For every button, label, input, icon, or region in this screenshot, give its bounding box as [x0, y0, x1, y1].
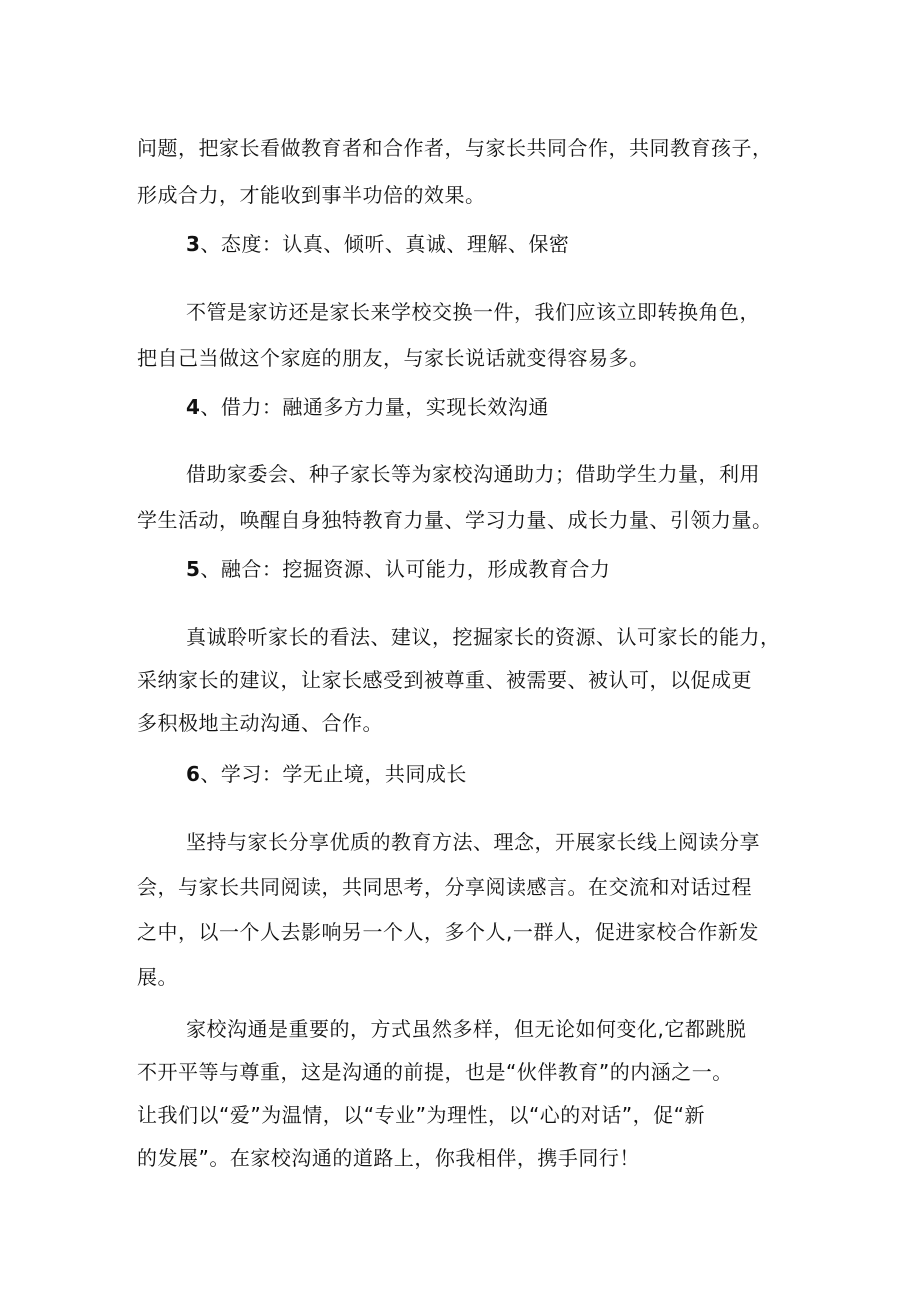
- paragraph-1-line-1: 问题，把家长看做教育者和合作者，与家长共同合作，共同教育孩子，: [137, 136, 773, 160]
- section-heading-6: [186, 760, 800, 788]
- heading-number: 3: [186, 232, 201, 256]
- paragraph-6-line-2: 不开平等与尊重，这是沟通的前提，也是“伙伴教育”的内涵之一。: [137, 1060, 733, 1084]
- paragraph-4-line-1: 真诚聆听家长的看法、建议，挖掘家长的资源、认可家长的能力，: [186, 625, 781, 649]
- heading-text: 、学习：学无止境，共同成长: [200, 762, 467, 786]
- heading-number: 6: [186, 762, 201, 786]
- heading-number: 4: [186, 395, 201, 419]
- paragraph-5-line-4: 展。: [137, 965, 178, 989]
- paragraph-4-line-2: 采纳家长的建议，让家长感受到被尊重、被需要、被认可，以促成更: [137, 668, 752, 692]
- paragraph-1-line-2: 形成合力，才能收到事半功倍的效果。: [137, 183, 486, 207]
- paragraph-2-line-2: 把自己当做这个家庭的朋友，与家长说话就变得容易多。: [137, 346, 650, 370]
- paragraph-3-line-1: 借助家委会、种子家长等为家校沟通助力；借助学生力量，利用: [186, 462, 760, 486]
- paragraph-5-line-3: 之中，以一个人去影响另一个人，多个人,一群人，促进家校合作新发: [137, 920, 759, 944]
- section-heading-5: [186, 555, 800, 583]
- paragraph-6-line-1: 家校沟通是重要的，方式虽然多样，但无论如何变化,它都跳脱: [186, 1017, 747, 1041]
- paragraph-3-line-2: 学生活动，唤醒自身独特教育力量、学习力量、成长力量、引领力量。: [137, 508, 773, 532]
- heading-text: 、态度：认真、倾听、真诚、理解、保密: [200, 232, 570, 256]
- section-heading-4: [186, 393, 800, 421]
- paragraph-2-line-1: 不管是家访还是家长来学校交换一件，我们应该立即转换角色，: [186, 300, 760, 324]
- paragraph-4-line-3: 多积极地主动沟通、合作。: [137, 711, 383, 735]
- section-heading-3: [186, 230, 800, 258]
- paragraph-6-line-3: 让我们以“爱”为温情，以“专业”为理性，以“心的对话”，促“新: [137, 1103, 706, 1127]
- heading-text: 、借力：融通多方力量，实现长效沟通: [200, 395, 549, 419]
- paragraph-5-line-1: 坚持与家长分享优质的教育方法、理念，开展家长线上阅读分享: [186, 830, 760, 854]
- heading-text: 、融合：挖掘资源、认可能力，形成教育合力: [200, 557, 611, 581]
- heading-number: 5: [186, 557, 201, 581]
- paragraph-6-line-4: 的发展”。在家校沟通的道路上，你我相伴，携手同行！: [137, 1146, 640, 1170]
- paragraph-5-line-2: 会，与家长共同阅读，共同思考，分享阅读感言。在交流和对话过程: [137, 875, 752, 899]
